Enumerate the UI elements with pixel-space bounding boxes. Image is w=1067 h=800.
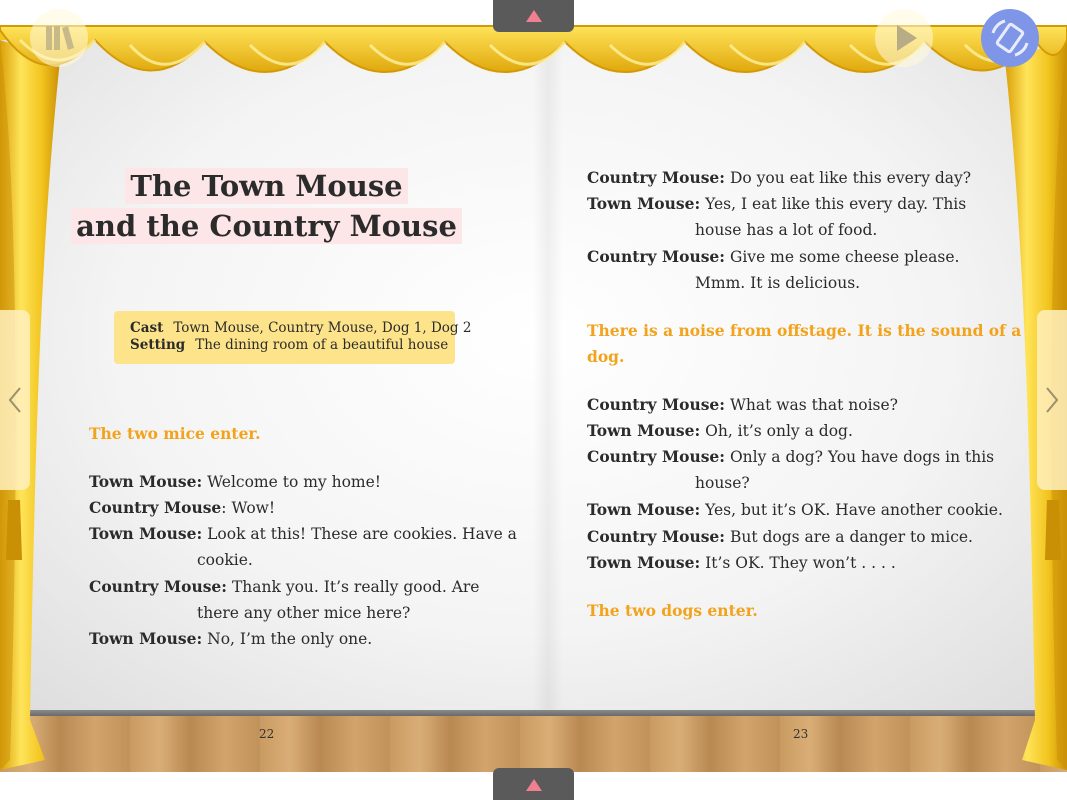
- dialogue-text: Oh, it’s only a dog.: [705, 422, 853, 440]
- dialogue-text: No, I’m the only one.: [207, 630, 373, 648]
- dialogue-line: [89, 626, 372, 652]
- dialogue-line: [89, 574, 479, 600]
- dialogue-line: [587, 497, 1003, 523]
- speaker-name: Country Mouse:: [587, 168, 726, 187]
- dialogue-text: Only a dog? You have dogs in this: [729, 448, 995, 466]
- dialogue-text: Give me some cheese please.: [729, 248, 960, 266]
- dialogue-line: [89, 521, 517, 547]
- stage-direction: dog.: [587, 347, 625, 366]
- dialogue-text: Do you eat like this every day?: [729, 169, 972, 187]
- title-line-2: and the Country Mouse: [71, 208, 462, 244]
- stage-direction: There is a noise from offstage. It is the sound of a: [587, 321, 1022, 340]
- dialogue-continuation: there any other mice here?: [197, 604, 411, 622]
- dialogue-continuation: cookie.: [197, 551, 253, 569]
- cast-setting-box: [114, 311, 472, 364]
- setting-label: Setting: [130, 337, 186, 353]
- title-line-1: The Town Mouse: [125, 168, 407, 204]
- dialogue-text: Yes, but it’s OK. Have another cookie.: [705, 501, 1003, 519]
- dialogue-text: What was that noise?: [729, 396, 898, 414]
- stage-direction: The two mice enter.: [89, 424, 261, 443]
- speaker-name: Town Mouse:: [89, 524, 203, 543]
- cast-row: [130, 320, 471, 336]
- page-title: [0, 166, 533, 246]
- dialogue-continuation: Mmm. It is delicious.: [695, 274, 861, 292]
- dialogue-text: It’s OK. They won’t . . . .: [705, 554, 896, 572]
- dialogue-text: But dogs are a danger to mice.: [729, 528, 973, 546]
- dialogue-line: [587, 524, 973, 550]
- dialogue-text: Welcome to my home!: [207, 473, 382, 491]
- dialogue-line: [587, 191, 966, 217]
- speaker-name: Town Mouse:: [587, 553, 701, 572]
- setting-value: The dining room of a beautiful house: [195, 337, 449, 353]
- dialogue-continuation: house?: [695, 474, 750, 492]
- speaker-name: Country Mouse:: [89, 577, 228, 596]
- cast-value: Town Mouse, Country Mouse, Dog 1, Dog 2: [173, 320, 472, 336]
- setting-row: [130, 337, 448, 353]
- dialogue-text: Look at this! These are cookies. Have a: [207, 525, 517, 543]
- dialogue-line: [587, 392, 898, 418]
- dialogue-text: Yes, I eat like this every day. This: [705, 195, 967, 213]
- stage-direction: The two dogs enter.: [587, 601, 758, 620]
- dialogue-line: [587, 550, 896, 576]
- dialogue-line: [587, 244, 959, 270]
- speaker-name: Town Mouse:: [587, 500, 701, 519]
- right-page: [533, 0, 1067, 800]
- speaker-name: Town Mouse:: [89, 472, 203, 491]
- dialogue-line: [587, 165, 971, 191]
- speaker-name: Country Mouse:: [587, 395, 726, 414]
- dialogue-line: [587, 418, 853, 444]
- dialogue-line: [89, 469, 381, 495]
- dialogue-text: : Wow!: [221, 499, 276, 517]
- page-number: 22: [259, 727, 275, 741]
- speaker-name: Country Mouse: [89, 498, 222, 517]
- speaker-name: Town Mouse:: [587, 421, 701, 440]
- speaker-name: Country Mouse:: [587, 447, 726, 466]
- speaker-name: Country Mouse:: [587, 247, 726, 266]
- page-number: 23: [793, 727, 809, 741]
- speaker-name: Town Mouse:: [587, 194, 701, 213]
- left-page: [0, 0, 533, 800]
- dialogue-text: Thank you. It’s really good. Are: [231, 578, 480, 596]
- dialogue-continuation: house has a lot of food.: [695, 221, 878, 239]
- dialogue-line: [89, 495, 275, 521]
- speaker-name: Country Mouse:: [587, 527, 726, 546]
- dialogue-line: [587, 444, 994, 470]
- cast-label: Cast: [130, 320, 164, 336]
- speaker-name: Town Mouse:: [89, 629, 203, 648]
